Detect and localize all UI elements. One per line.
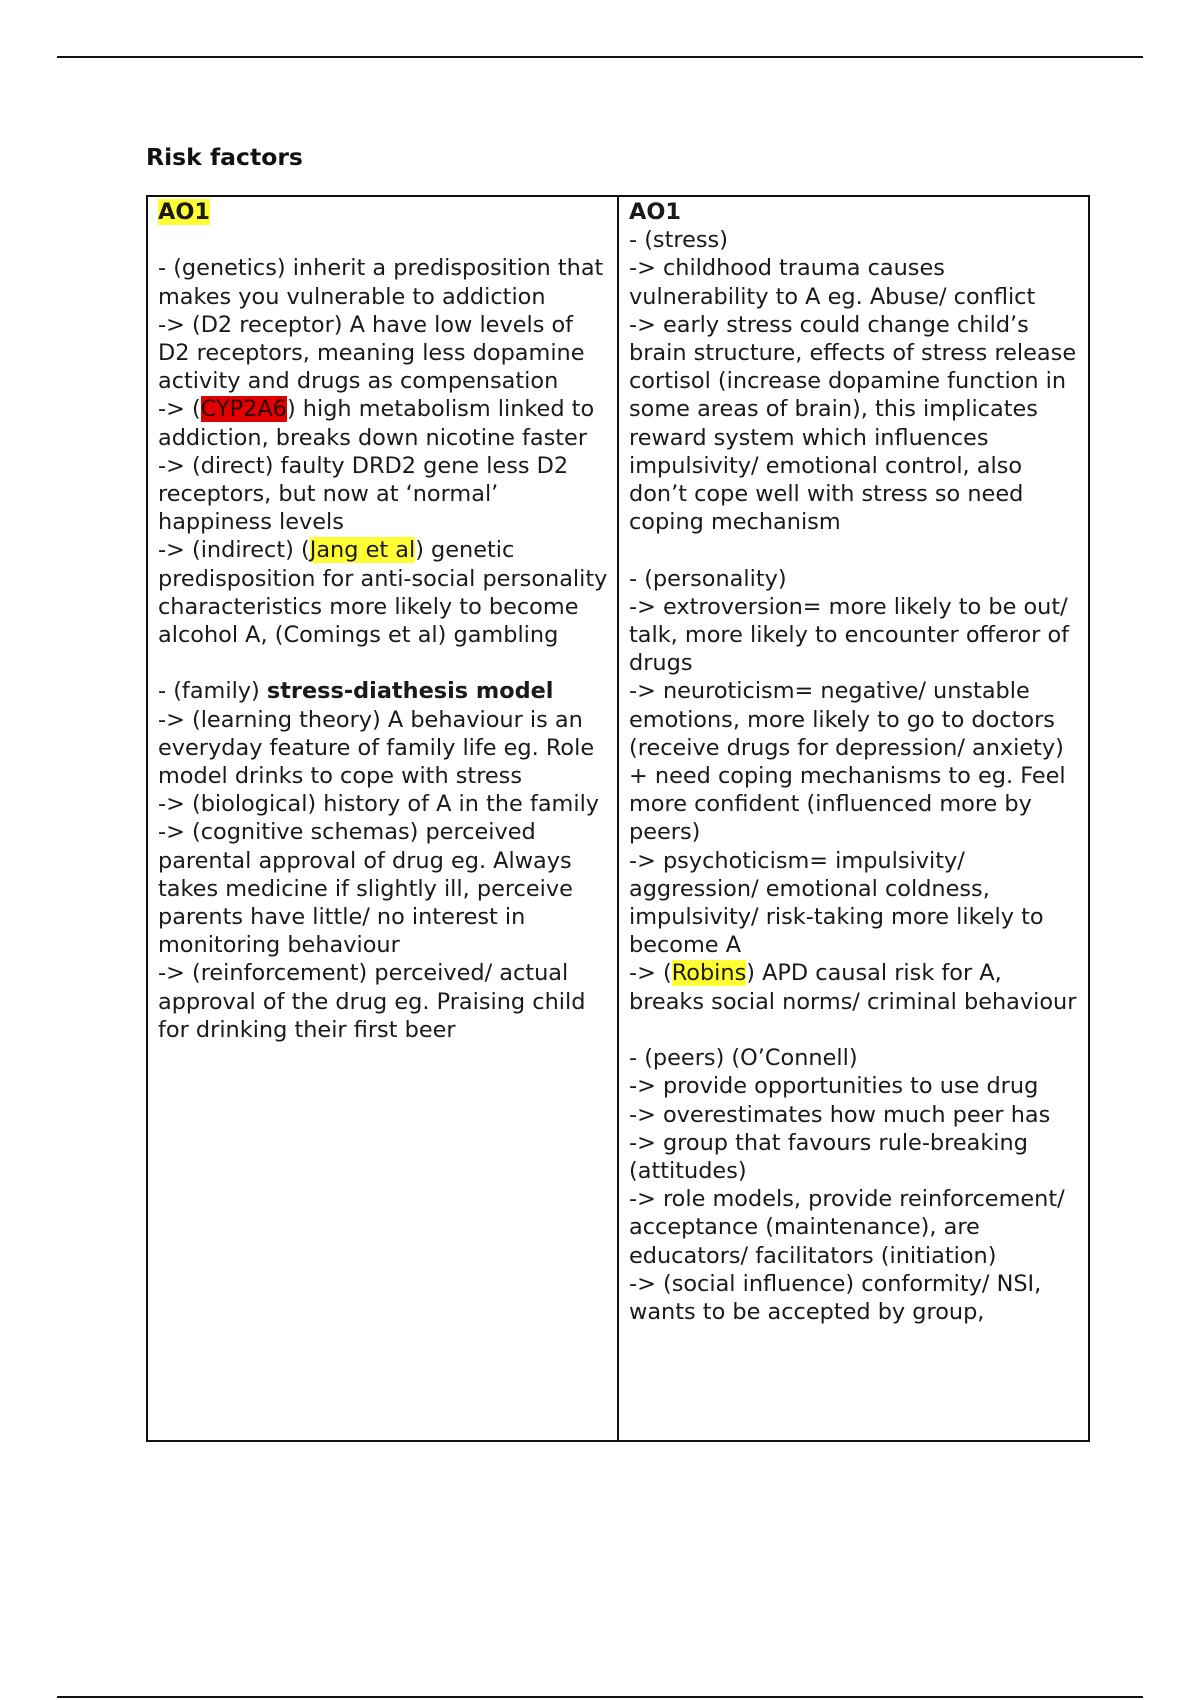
- jang-highlight: Jang et al: [309, 537, 416, 564]
- stress-section: - (stress) -> childhood trauma causes vulnerability to A eg. Abuse/ conflict -> early stress could change child’s brain structure, effects of stress release cortisol (increase dopamine function in some areas of brain), this implicates reward system which influences impulsivity/ emotional control, also don’t cope well with stress so need coping mechanism: [629, 227, 1077, 536]
- right-column-header: AO1: [629, 199, 681, 225]
- genetics-middle: ) high metabolism linked to addiction, breaks down nicotine faster -> (direct) faulty DRD2 gene less D2 receptors, but now at ‘normal’ happiness levels -> (indirect) (: [158, 396, 595, 564]
- left-column: [147, 196, 618, 1441]
- family-body: -> (learning theory) A behaviour is an everyday feature of family life eg. Role model drinks to cope with stress -> (biological) history of A in the family -> (cognitive schemas) perceived parental approval of drug eg. Always takes medicine if slightly ill, perceive parents have little/ no interest in monitoring behaviour -> (reinforcement) perceived/ actual approval of the drug eg. Praising child for drinking their first beer: [158, 706, 600, 1043]
- page-heading: Risk factors: [146, 143, 303, 171]
- header-rule: [57, 56, 1143, 58]
- table-row: [147, 196, 1089, 1441]
- peers-section: - (peers) (O’Connell) -> provide opportunities to use drug -> overestimates how much peer has -> group that favours rule-breaking (attitudes) -> role models, provide reinforcement/ acceptance (maintenance), are educators/ facilitators (initiation) -> (social influence) conformity/ NSI, wants to be accepted by group,: [629, 1045, 1065, 1325]
- family-prefix: - (family): [158, 678, 267, 705]
- genetics-intro: - (genetics) inherit a predisposition that makes you vulnerable to addiction -> (D2 receptor) A have low levels of D2 receptors, meaning less dopamine activity and drugs as compensation -> (: [158, 255, 604, 423]
- left-column-header: AO1: [158, 199, 210, 225]
- genetics-end: ) genetic predisposition for anti-social personality characteristics more likely to become alcohol A, (Comings et al) gambling: [158, 537, 608, 649]
- robins-highlight: Robins: [671, 960, 747, 987]
- stress-diathesis-label: stress-diathesis model: [266, 678, 554, 705]
- footer-rule: [57, 1696, 1143, 1698]
- cyp2a6-highlight: CYP2A6: [200, 396, 287, 423]
- personality-body: - (personality) -> extroversion= more likely to be out/ talk, more likely to encounter offeror of drugs -> neuroticism= negative/ unstable emotions, more likely to go to doctors (receive drugs for depression/ anxiety) + need coping mechanisms to eg. Feel more confident (influenced more by peers) -> psychoticism= impulsivity/ aggression/ emotional coldness, impulsivity/ risk-taking more likely to become A -> (: [629, 565, 1070, 987]
- right-column: [618, 196, 1089, 1441]
- risk-factors-table: [146, 195, 1090, 1442]
- personality-end: ) APD causal risk for A, breaks social norms/ criminal behaviour: [629, 960, 1077, 1015]
